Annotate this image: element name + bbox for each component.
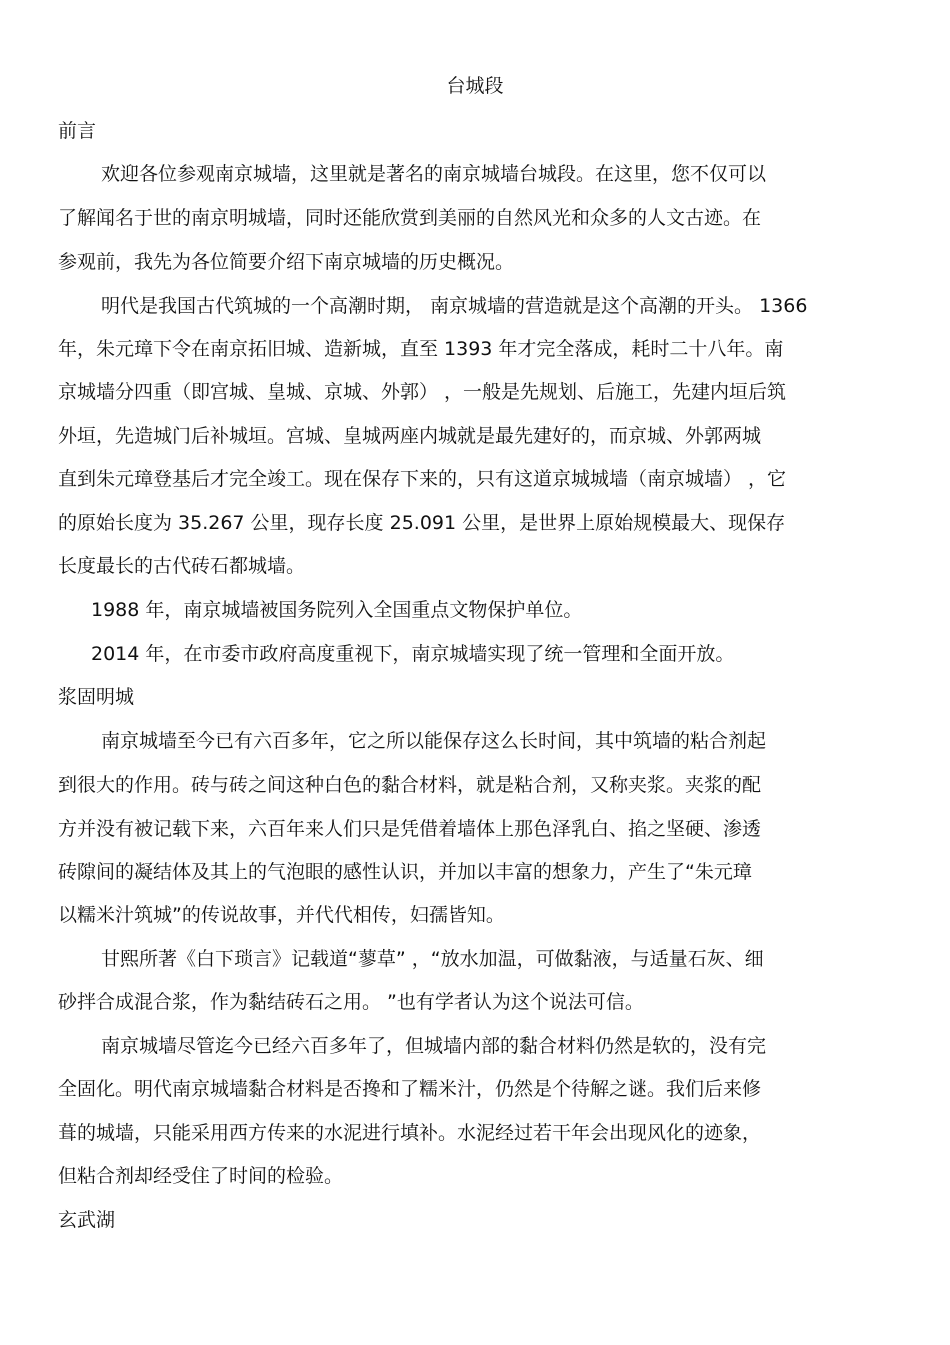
paragraph-line: 砖隙间的凝结体及其上的气泡眼的感性认识，并加以丰富的想象力，产生了“朱元璋 bbox=[58, 861, 752, 883]
section-heading-preface: 前言 bbox=[58, 120, 97, 142]
section-heading-mortar: 浆固明城 bbox=[58, 686, 135, 708]
paragraph-line: 甘熙所著《白下琐言》记载道“蓼草” ，“放水加温，可做黏液，与适量石灰、细 bbox=[101, 948, 764, 970]
paragraph-line: 2014 年，在市委市政府高度重视下，南京城墙实现了统一管理和全面开放。 bbox=[91, 643, 735, 665]
paragraph-line: 砂拌合成混合浆，作为黏结砖石之用。 ”也有学者认为这个说法可信。 bbox=[58, 991, 644, 1013]
paragraph-line: 南京城墙尽管迄今已经六百多年了，但城墙内部的黏合材料仍然是软的，没有完 bbox=[101, 1035, 767, 1057]
paragraph-line: 年，朱元璋下令在南京拓旧城、造新城，直至 1393 年才完全落成，耗时二十八年。南 bbox=[58, 338, 784, 360]
paragraph-line: 的原始长度为 35.267 公里，现存长度 25.091 公里，是世界上原始规模最大、现保存 bbox=[58, 512, 786, 534]
paragraph-line: 欢迎各位参观南京城墙，这里就是著名的南京城墙台城段。在这里，您不仅可以 bbox=[101, 163, 767, 185]
paragraph-line: 方并没有被记载下来，六百年来人们只是凭借着墙体上那色泽乳白、掐之坚硬、渗透 bbox=[58, 818, 762, 840]
document-title: 台城段 bbox=[446, 75, 504, 97]
paragraph-line: 到很大的作用。砖与砖之间这种白色的黏合材料，就是粘合剂，又称夹浆。夹浆的配 bbox=[58, 774, 762, 796]
section-heading-xuanwu-lake: 玄武湖 bbox=[58, 1209, 116, 1231]
paragraph-line: 1988 年，南京城墙被国务院列入全国重点文物保护单位。 bbox=[91, 599, 583, 621]
paragraph-line: 南京城墙至今已有六百多年，它之所以能保存这么长时间，其中筑墙的粘合剂起 bbox=[101, 730, 767, 752]
paragraph-line: 以糯米汁筑城”的传说故事，并代代相传，妇孺皆知。 bbox=[58, 904, 505, 926]
paragraph-line: 参观前，我先为各位简要介绍下南京城墙的历史概况。 bbox=[58, 251, 515, 273]
paragraph-line: 京城墙分四重（即宫城、皇城、京城、外郭） ，一般是先规划、后施工，先建内垣后筑 bbox=[58, 381, 787, 403]
paragraph-line: 明代是我国古代筑城的一个高潮时期， 南京城墙的营造就是这个高潮的开头。 1366 bbox=[101, 295, 808, 317]
paragraph-line: 直到朱元璋登基后才完全竣工。现在保存下来的，只有这道京城城墙（南京城墙） ，它 bbox=[58, 468, 787, 490]
paragraph-line: 了解闻名于世的南京明城墙，同时还能欣赏到美丽的自然风光和众多的人文古迹。在 bbox=[58, 207, 762, 229]
paragraph-line: 长度最长的古代砖石都城墙。 bbox=[58, 555, 306, 577]
paragraph-line: 葺的城墙，只能采用西方传来的水泥进行填补。水泥经过若干年会出现风化的迹象， bbox=[58, 1122, 762, 1144]
paragraph-line: 但粘合剂却经受住了时间的检验。 bbox=[58, 1165, 344, 1187]
paragraph-line: 外垣，先造城门后补城垣。宫城、皇城两座内城就是最先建好的，而京城、外郭两城 bbox=[58, 425, 762, 447]
paragraph-line: 全固化。明代南京城墙黏合材料是否搀和了糯米汁，仍然是个待解之谜。我们后来修 bbox=[58, 1078, 762, 1100]
